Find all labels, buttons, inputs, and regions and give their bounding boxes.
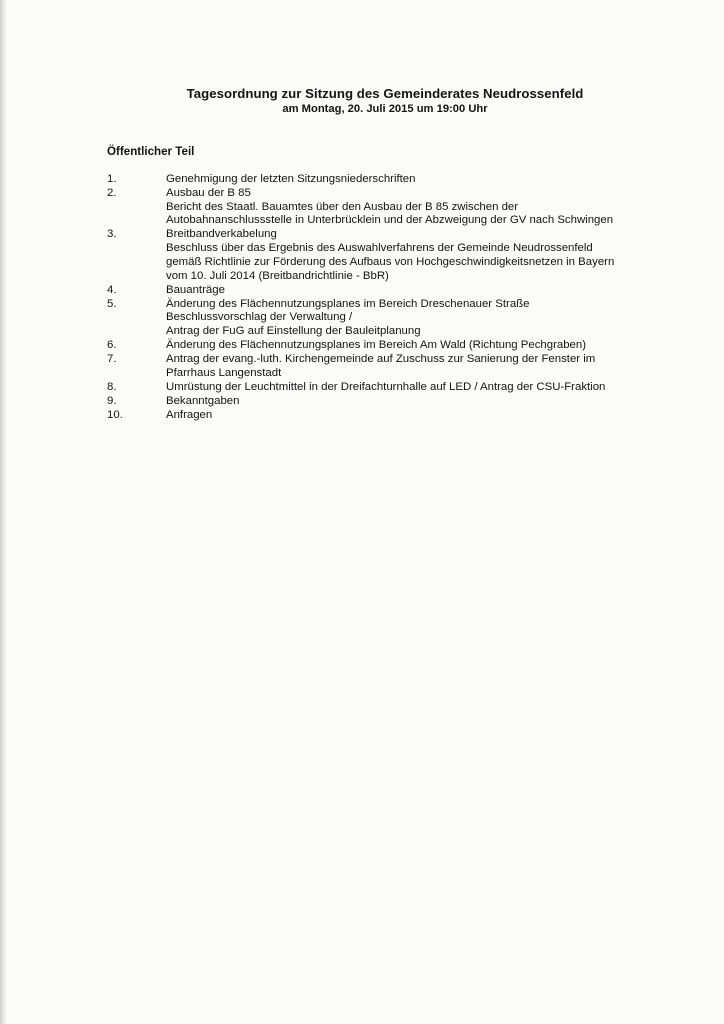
agenda-item-line: Genehmigung der letzten Sitzungsniederschriften [166,173,416,185]
agenda-item-text [166,228,667,283]
agenda-item-text [166,284,667,298]
agenda-item-line: Pfarrhaus Langenstadt [166,366,282,379]
agenda-item [107,381,667,395]
agenda-item-line: Bekanntgaben [166,394,240,407]
agenda-item [107,353,667,380]
agenda-item-line: Bericht des Staatl. Bauamtes über den Ausbau der B 85 zwischen der [166,200,519,213]
agenda-item-line: Breitbandverkabelung [166,228,277,241]
agenda-item [107,409,667,423]
agenda-item-line: Beschluss über das Ergebnis des Auswahlverfahrens der Gemeinde Neudrossenfeld [166,242,593,255]
section-heading: Öffentlicher Teil [107,145,195,158]
agenda-item-number: 4. [107,283,117,296]
agenda-item-number: 1. [107,173,117,185]
agenda-item-line: Antrag der evang.-luth. Kirchengemeinde auf Zuschuss zur Sanierung der Fenster im [166,352,596,365]
agenda-item-line: Ausbau der B 85 [166,187,251,199]
agenda-item [107,173,667,187]
agenda-item [107,395,667,409]
agenda-item-text [166,409,667,423]
agenda-item-text [166,395,667,409]
agenda-item-number: 6. [107,338,117,351]
agenda-item-line: vom 10. Juli 2014 (Breitbandrichtlinie - BbR) [166,269,389,282]
agenda-item-text [166,298,667,339]
agenda-list [107,173,667,423]
agenda-item-number: 2. [107,187,117,199]
agenda-item-line: Beschlussvorschlag der Verwaltung / [166,311,353,324]
agenda-item-number: 7. [107,352,117,365]
agenda-item-line: Anfragen [166,408,213,421]
agenda-item-number: 8. [107,380,117,393]
agenda-item [107,298,667,339]
agenda-item-text [166,187,667,228]
meeting-date-time: am Montag, 20. Juli 2015 um 19:00 Uhr [282,103,488,115]
agenda-item-line: Bauanträge [166,283,225,296]
agenda-item [107,284,667,298]
agenda-item-text [166,173,667,187]
document-title: Tagesordnung zur Sitzung des Gemeinderates Neudrossenfeld [186,86,584,101]
document-header [0,86,724,116]
agenda-item-line: Antrag der FuG auf Einstellung der Bauleitplanung [166,324,421,337]
agenda-item-number: 3. [107,228,117,241]
agenda-item-line: Autobahnanschlussstelle in Unterbrücklein und der Abzweigung der GV nach Schwingen [166,214,614,227]
agenda-item-number: 5. [107,297,117,310]
agenda-item-line: gemäß Richtlinie zur Förderung des Aufbaus von Hochgeschwindigkeitsnetzen in Bayern [166,255,615,268]
scan-edge-shadow [0,0,7,1024]
agenda-item-number: 10. [107,408,123,421]
agenda-item-number: 9. [107,394,117,407]
agenda-item-text [166,381,667,395]
agenda-item-line: Änderung des Flächennutzungsplanes im Bereich Dreschenauer Straße [166,297,530,310]
agenda-item-text [166,353,667,380]
agenda-item-line: Umrüstung der Leuchtmittel in der Dreifachturnhalle auf LED / Antrag der CSU-Fraktion [166,380,606,393]
agenda-item [107,187,667,228]
agenda-item-text [166,339,667,353]
agenda-item [107,228,667,283]
agenda-item [107,339,667,353]
agenda-item-line: Änderung des Flächennutzungsplanes im Bereich Am Wald (Richtung Pechgraben) [166,338,587,351]
